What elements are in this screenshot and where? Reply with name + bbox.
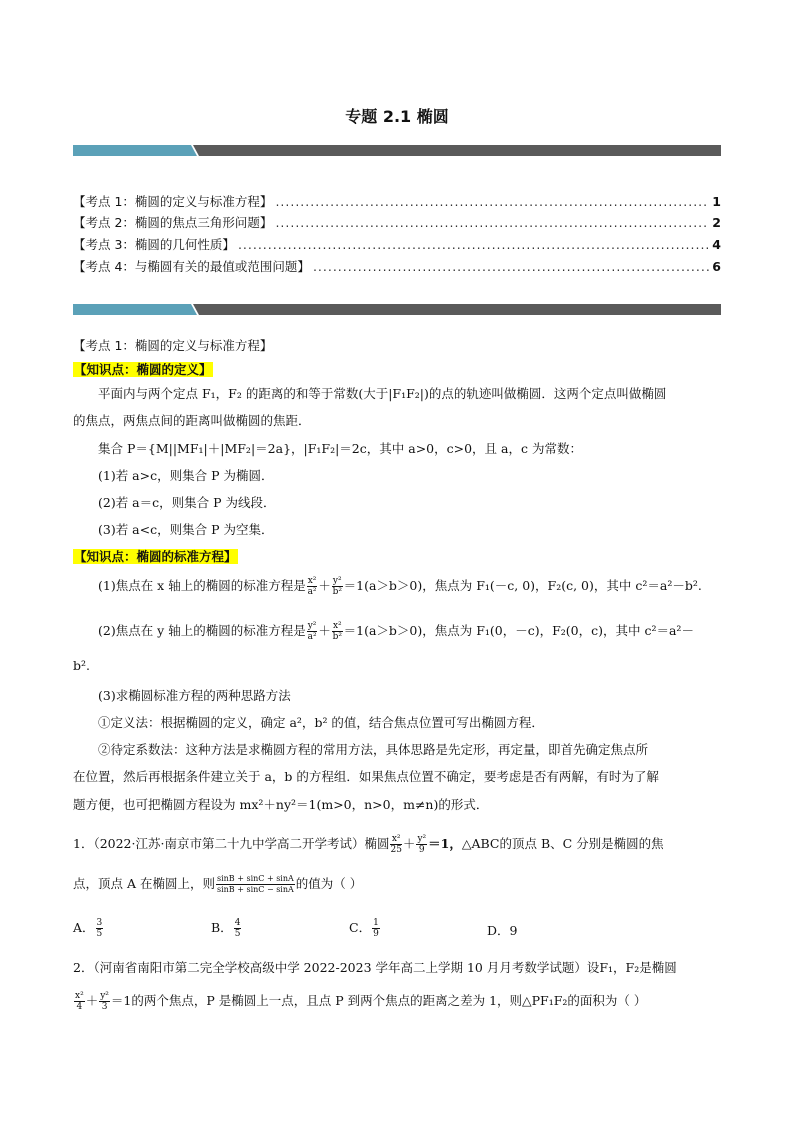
method-undetermined-2: 在位置，然后再根据条件建立关于 a，b 的方程组．如果焦点位置不确定，要考虑是否有两解，有时为了解 xyxy=(73,769,659,784)
option-b[interactable]: B． $\frac{4}{5}$ xyxy=(211,918,241,939)
definition-line-1: 平面内与两个定点 F₁，F₂ 的距离的和等于常数(大于|F₁F₂|)的点的轨迹叫做椭圆．这两个定点叫做椭圆 xyxy=(98,386,667,401)
definition-line-2: 的焦点，两焦点间的距离叫做椭圆的焦距． xyxy=(73,413,311,428)
option-d[interactable]: D．9 xyxy=(487,923,518,938)
section-divider-bar xyxy=(73,304,721,315)
toc-item-4[interactable]: 【考点 4：与椭圆有关的最值或范围问题】 ..... 6 xyxy=(73,257,721,277)
header-divider-bar xyxy=(73,145,721,156)
methods-heading: (3)求椭圆标准方程的两种思路方法 xyxy=(98,688,291,703)
toc-item-3[interactable]: 【考点 3：椭圆的几何性质】 ..... 4 xyxy=(73,235,721,255)
knowledge-point-standard-equation: 【知识点：椭圆的标准方程】 xyxy=(74,549,237,564)
case-3: (3)若 a<c，则集合 P 为空集． xyxy=(98,522,274,537)
method-undetermined-3: 题方便，也可把椭圆方程设为 mx²＋ny²＝1(m>0，n>0，m≠n)的形式． xyxy=(73,797,489,812)
method-definition: ①定义法：根据椭圆的定义，确定 a²，b² 的值，结合焦点位置可写出椭圆方程． xyxy=(98,715,544,730)
toc-item-1[interactable]: 【考点 1：椭圆的定义与标准方程】 ..... 1 xyxy=(73,192,721,212)
standard-equation-x: (1)焦点在 x 轴上的椭圆的标准方程是 $\frac{\text{x²}}{\text{a²}}$ ＋ $\frac{\text{y²}}{\text{b²}}$ ＝1(a＞b＞0)，焦点为 F₁(－c, 0)，F₂(c, 0)，其中 c²＝a²－b². xyxy=(98,576,702,597)
knowledge-point-definition: 【知识点：椭圆的定义】 xyxy=(74,362,212,377)
section-heading: 【考点 1：椭圆的定义与标准方程】 xyxy=(73,338,273,353)
standard-equation-y-cont: b². xyxy=(73,658,90,673)
standard-equation-y: (2)焦点在 y 轴上的椭圆的标准方程是 $\frac{\text{y²}}{\text{a²}}$ ＋ $\frac{\text{x²}}{\text{b²}}$ ＝1(a＞b＞0)，焦点为 F₁(0，－c)，F₂(0，c)，其中 c²＝a²－ xyxy=(98,621,694,642)
case-2: (2)若 a＝c，则集合 P 为线段． xyxy=(98,495,276,510)
method-undetermined-1: ②待定系数法：这种方法是求椭圆方程的常用方法，具体思路是先定形，再定量，即首先确定焦点所 xyxy=(98,742,649,757)
question-1-line-2: 点，顶点 A 在椭圆上，则 $\frac{\sin B + \sin C + \sin A}{\sin B + \sin C - \sin A}$ 的值为（ ） xyxy=(73,874,363,894)
question-2-line-1: 2．（河南省南阳市第二完全学校高级中学 2022-2023 学年高二上学期 10 月月考数学试题）设F₁，F₂是椭圆 xyxy=(73,960,677,975)
question-2-line-2: $\frac{\text{x²}}{4}$ ＋ $\frac{\text{y²}}{3}$ ＝1的两个焦点，P 是椭圆上一点，且点 P 到两个焦点的距离之差为 1，则△PF₁F₂的面积为（ ） xyxy=(75,991,647,1012)
toc-item-2[interactable]: 【考点 2：椭圆的焦点三角形问题】 ..... 2 xyxy=(73,213,721,233)
option-a[interactable]: A． $\frac{3}{5}$ xyxy=(73,918,103,939)
question-1-line-1: 1．（2022·江苏·南京市第二十九中学高二开学考试）椭圆 $\frac{\text{x²}}{25}$ ＋ $\frac{\text{y²}}{9}$ ＝1，△ABC的顶点 B、C 分别是椭圆的焦 xyxy=(73,834,664,855)
option-c[interactable]: C． $\frac{1}{9}$ xyxy=(349,918,379,939)
set-definition: 集合 P＝{M||MF₁|＋|MF₂|＝2a}，|F₁F₂|＝2c，其中 a>0，c>0，且 a，c 为常数： xyxy=(98,441,582,456)
case-1: (1)若 a>c，则集合 P 为椭圆． xyxy=(98,468,274,483)
page-title: 专题 2.1 椭圆 xyxy=(345,107,449,126)
